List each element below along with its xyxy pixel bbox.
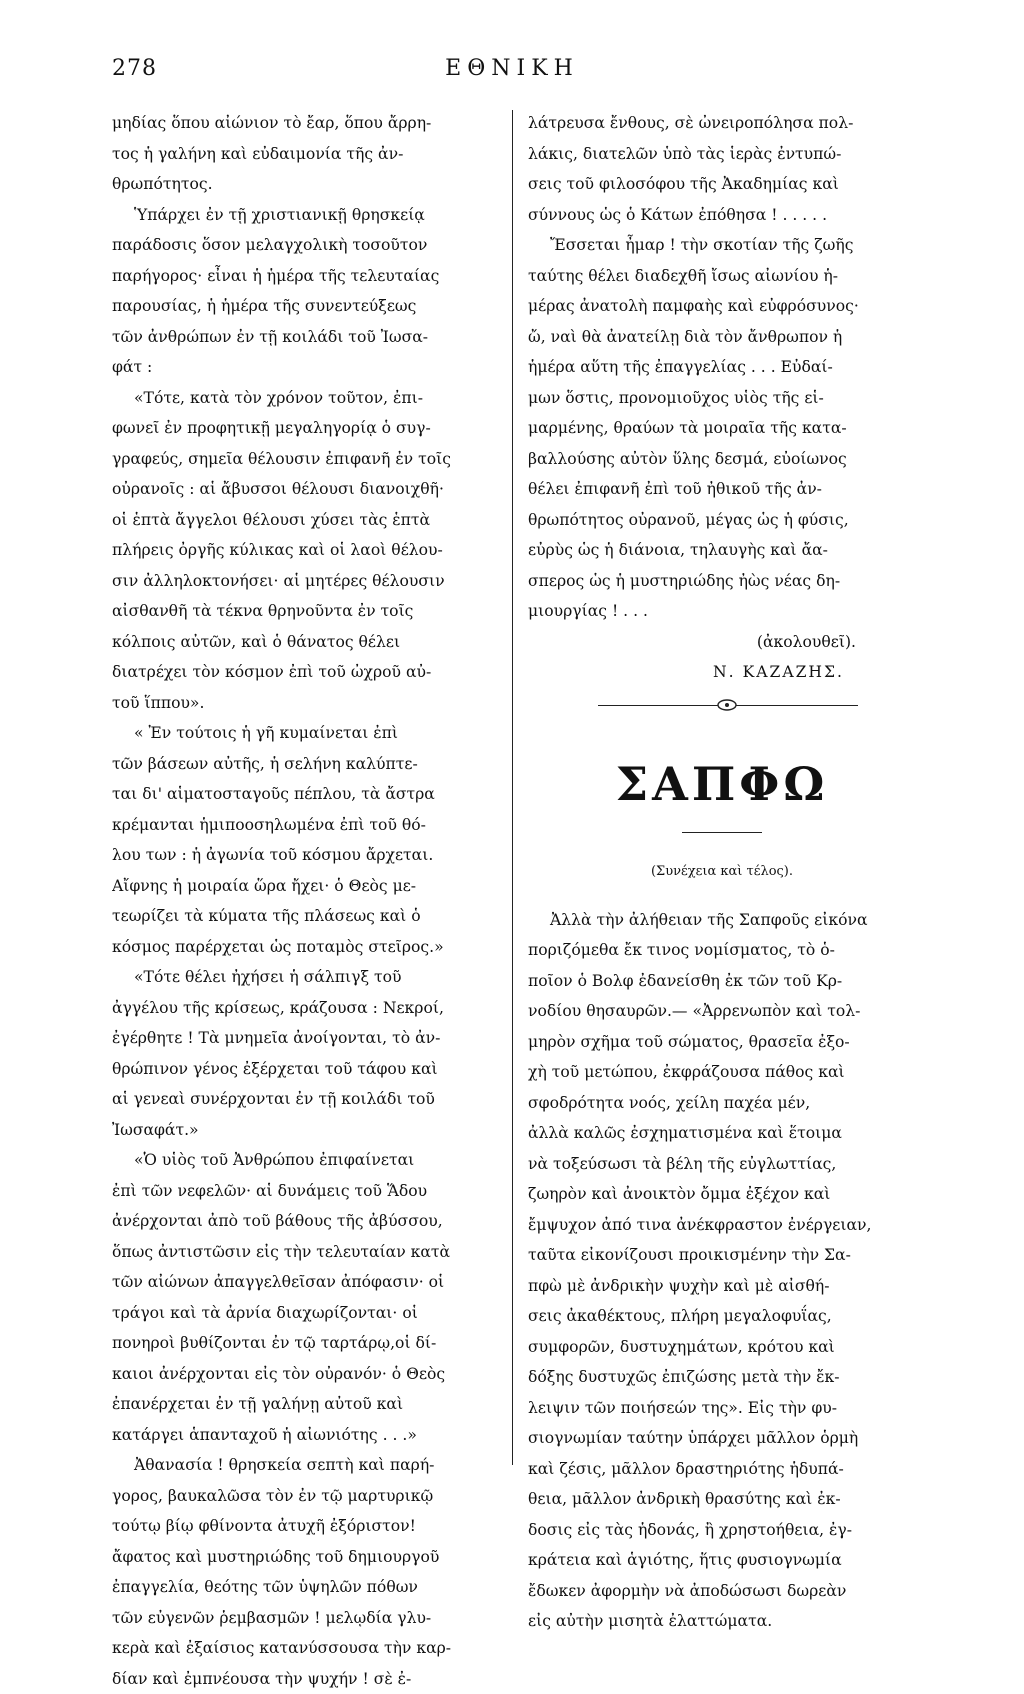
text-line: εἰς αὐτὴν μισητὰ ἐλαττώματα. xyxy=(528,1606,916,1637)
text-line: δίαν καὶ ἐμπνέουσα τὴν ψυχήν ! σὲ ἐ- xyxy=(112,1664,502,1694)
ornamental-divider xyxy=(528,688,916,724)
text-line: κατάργει ἁπανταχοῦ ἡ αἰωνιότης . . .» xyxy=(112,1420,502,1451)
text-line: γραφεύς, σημεῖα θέλουσιν ἐπιφανῆ ἐν τοῖς xyxy=(112,444,502,475)
text-line: ἔμψυχον ἀπό τινα ἀνέκφραστον ἐνέργειαν, xyxy=(528,1210,916,1241)
text-line: καὶ ζέσις, μᾶλλον δραστηριότης ἡδυπά- xyxy=(528,1454,916,1485)
text-line: ἔδωκεν ἀφορμὴν νὰ ἀποδώσωσι δωρεὰν xyxy=(528,1576,916,1607)
text-line: λάτρευσα ἔνθους, σὲ ὠνειροπόλησα πολ- xyxy=(528,108,916,139)
text-line: δόξης δυστυχῶς ἐπιζώσης μετὰ τὴν ἔκ- xyxy=(528,1362,916,1393)
text-line: τεωρίζει τὰ κύματα τῆς πλάσεως καὶ ὁ xyxy=(112,901,502,932)
column-divider xyxy=(512,110,513,1465)
text-line: μηρὸν σχῆμα τοῦ σώματος, θρασεῖα ἐξο- xyxy=(528,1027,916,1058)
text-line: τοῦ ἵππου». xyxy=(112,688,502,719)
text-line: ταῦτα εἰκονίζουσι προικισμένην τὴν Σα- xyxy=(528,1240,916,1271)
text-line: Ἔσσεται ἦμαρ ! τὴν σκοτίαν τῆς ζωῆς xyxy=(528,230,916,261)
text-line: ἐπὶ τῶν νεφελῶν· αἱ δυνάμεις τοῦ Ἅδου xyxy=(112,1176,502,1207)
text-line: σύννους ὡς ὁ Κάτων ἐπόθησα ! . . . . . xyxy=(528,200,916,231)
text-line: δοσις εἰς τὰς ἡδονάς, ἢ χρηστοήθεια, ἐγ- xyxy=(528,1515,916,1546)
text-line: τος ἡ γαλήνη καὶ εὐδαιμονία τῆς ἀν- xyxy=(112,139,502,170)
article-subtitle: (Συνέχεια καὶ τέλος). xyxy=(528,859,916,885)
text-line: ζωηρὸν καὶ ἀνοικτὸν ὄμμα ἐξέχον καὶ xyxy=(528,1179,916,1210)
text-line: οἱ ἑπτὰ ἄγγελοι θέλουσι χύσει τὰς ἑπτὰ xyxy=(112,505,502,536)
text-line: μων ὅστις, προνομιοῦχος υἱὸς τῆς εἱ- xyxy=(528,383,916,414)
text-line: Αἴφνης ἡ μοιραία ὥρα ἤχει· ὁ Θεὸς με- xyxy=(112,871,502,902)
text-line: καιοι ἀνέρχονται εἰς τὸν οὐρανόν· ὁ Θεὸς xyxy=(112,1359,502,1390)
text-line: παρουσίας, ἡ ἡμέρα τῆς συνεντεύξεως xyxy=(112,291,502,322)
text-line: τῶν αἰώνων ἀπαγγελθεῖσαν ἀπόφασιν· οἱ xyxy=(112,1267,502,1298)
text-line: μαρμένης, θραύων τὰ μοιραῖα τῆς κατα- xyxy=(528,413,916,444)
page-number: 278 xyxy=(112,56,157,81)
text-line: ἀλλὰ καλῶς ἐσχηματισμένα καὶ ἕτοιμα xyxy=(528,1118,916,1149)
text-line: φωνεῖ ἐν προφητικῇ μεγαληγορίᾳ ὁ συγ- xyxy=(112,413,502,444)
text-line: σεις τοῦ φιλοσόφου τῆς Ἀκαδημίας καὶ xyxy=(528,169,916,200)
text-line: λάκις, διατελῶν ὑπὸ τὰς ἱερὰς ἐντυπώ- xyxy=(528,139,916,170)
text-line: μηδίας ὅπου αἰώνιον τὸ ἔαρ, ὅπου ἄρρη- xyxy=(112,108,502,139)
text-line: Ὑπάρχει ἐν τῇ χριστιανικῇ θρησκείᾳ xyxy=(112,200,502,231)
text-line: πονηροὶ βυθίζονται ἐν τῷ ταρτάρῳ,οἱ δί- xyxy=(112,1328,502,1359)
text-line: ἐπαγγελία, θεότης τῶν ὑψηλῶν πόθων xyxy=(112,1572,502,1603)
text-line: νὰ τοξεύσωσι τὰ βέλη τῆς εὐγλωττίας, xyxy=(528,1149,916,1180)
text-line: σφοδρότητα νοός, χείλη παχέα μέν, xyxy=(528,1088,916,1119)
title-rule xyxy=(682,832,762,833)
text-line: διατρέχει τὸν κόσμον ἐπὶ τοῦ ὠχροῦ αὐ- xyxy=(112,657,502,688)
text-line: κόλποις αὐτῶν, καὶ ὁ θάνατος θέλει xyxy=(112,627,502,658)
text-line: « Ἐν τούτοις ἡ γῆ κυμαίνεται ἐπὶ xyxy=(112,718,502,749)
text-line: μιουργίας ! . . . xyxy=(528,596,916,627)
text-line: ἐγέρθητε ! Τὰ μνημεῖα ἀνοίγονται, τὸ ἀν- xyxy=(112,1023,502,1054)
text-line: Ἰωσαφάτ.» xyxy=(112,1115,502,1146)
text-line: κόσμος παρέρχεται ὡς ποταμὸς στεῖρος.» xyxy=(112,932,502,963)
right-column-text xyxy=(528,108,916,627)
text-line: βαλλούσης αὐτὸν ὕλης δεσμά, εὐοίωνος xyxy=(528,444,916,475)
text-line: χὴ τοῦ μετώπου, ἐκφράζουσα πάθος καὶ xyxy=(528,1057,916,1088)
text-line: τῶν ἀνθρώπων ἐν τῇ κοιλάδι τοῦ Ἰωσα- xyxy=(112,322,502,353)
text-line: σεις ἀκαθέκτους, πλήρη μεγαλοφυΐας, xyxy=(528,1301,916,1332)
text-line: ὤ, ναὶ θὰ ἀνατείλῃ διὰ τὸν ἄνθρωπον ἡ xyxy=(528,322,916,353)
text-line: τράγοι καὶ τὰ ἀρνία διαχωρίζονται· οἱ xyxy=(112,1298,502,1329)
text-line: θρώπινον γένος ἐξέρχεται τοῦ τάφου καὶ xyxy=(112,1054,502,1085)
text-line: γορος, βαυκαλῶσα τὸν ἐν τῷ μαρτυρικῷ xyxy=(112,1481,502,1512)
text-line: «Τότε, κατὰ τὸν χρόνον τοῦτον, ἐπι- xyxy=(112,383,502,414)
text-line: παρήγορος· εἶναι ἡ ἡμέρα τῆς τελευταίας xyxy=(112,261,502,292)
text-line: ποῖον ὁ Βολφ ἐδανείσθη ἐκ τῶν τοῦ Κρ- xyxy=(528,966,916,997)
text-line: αἱ γενεαὶ συνέρχονται ἐν τῇ κοιλάδι τοῦ xyxy=(112,1084,502,1115)
text-line: «Ὁ υἱὸς τοῦ Ἀνθρώπου ἐπιφαίνεται xyxy=(112,1145,502,1176)
left-column xyxy=(112,108,502,1694)
ornament-icon xyxy=(716,698,738,712)
text-line: ταύτης θέλει διαδεχθῆ ἴσως αἰωνίου ἡ- xyxy=(528,261,916,292)
text-line: Ἀθανασία ! θρησκεία σεπτὴ καὶ παρή- xyxy=(112,1450,502,1481)
text-line: θέλει ἐπιφανῆ ἐπὶ τοῦ ἠθικοῦ τῆς ἀν- xyxy=(528,474,916,505)
text-line: θρωπότητος οὐρανοῦ, μέγας ὡς ἡ φύσις, xyxy=(528,505,916,536)
text-line: λου των : ἡ ἀγωνία τοῦ κόσμου ἄρχεται. xyxy=(112,840,502,871)
text-line: ἀγγέλου τῆς κρίσεως, κράζουσα : Νεκροί, xyxy=(112,993,502,1024)
text-line: θεια, μᾶλλον ἀνδρικὴ θρασύτης καὶ ἐκ- xyxy=(528,1484,916,1515)
text-line: σιογνωμίαν ταύτην ὑπάρχει μᾶλλον ὁρμὴ xyxy=(528,1423,916,1454)
running-head: ΕΘΝΙΚΗ xyxy=(112,56,912,81)
text-line: οὐρανοῖς : αἱ ἄβυσσοι θέλουσι διανοιχθῆ· xyxy=(112,474,502,505)
text-line: ἡμέρα αὕτη τῆς ἐπαγγελίας . . . Εὐδαί- xyxy=(528,352,916,383)
text-line: παράδοσις ὅσον μελαγχολικὴ τοσοῦτον xyxy=(112,230,502,261)
text-line: κερὰ καὶ ἐξαίσιος κατανύσσουσα τὴν καρ- xyxy=(112,1633,502,1664)
author-signature: Ν. ΚΑΖΑΖΗΣ. xyxy=(528,657,916,688)
text-line: ἄφατος καὶ μυστηριώδης τοῦ δημιουργοῦ xyxy=(112,1542,502,1573)
text-line: τῶν εὐγενῶν ῥεμβασμῶν ! μελῳδία γλυ- xyxy=(112,1603,502,1634)
page-header xyxy=(112,56,912,96)
text-line: ποριζόμεθα ἔκ τινος νομίσματος, τὸ ὁ- xyxy=(528,935,916,966)
text-line: Ἀλλὰ τὴν ἀλήθειαν τῆς Σαπφοῦς εἰκόνα xyxy=(528,905,916,936)
text-line: τούτῳ βίῳ φθίνοντα ἀτυχῆ ἐξόριστον! xyxy=(112,1511,502,1542)
text-line: σπερος ὡς ἡ μυστηριώδης ἠὼς νέας δη- xyxy=(528,566,916,597)
text-line: κράτεια καὶ ἁγιότης, ἥτις φυσιογνωμία xyxy=(528,1545,916,1576)
text-line: νοδίου θησαυρῶν.— «Ἀρρενωπὸν καὶ τολ- xyxy=(528,996,916,1027)
text-line: συμφορῶν, δυστυχημάτων, κρότου καὶ xyxy=(528,1332,916,1363)
text-line: «Τότε θέλει ἠχήσει ἡ σάλπιγξ τοῦ xyxy=(112,962,502,993)
text-line: λειψιν τῶν ποιήσεών της». Εἰς τὴν φυ- xyxy=(528,1393,916,1424)
text-line: ἐπανέρχεται ἐν τῇ γαλήνῃ αὐτοῦ καὶ xyxy=(112,1389,502,1420)
text-line: τῶν βάσεων αὐτῆς, ἡ σελήνη καλύπτε- xyxy=(112,749,502,780)
text-line: πλήρεις ὀργῆς κύλικας καὶ οἱ λαοὶ θέλου- xyxy=(112,535,502,566)
text-line: αἰσθανθῆ τὰ τέκνα θρηνοῦντα ἐν τοῖς xyxy=(112,596,502,627)
text-line: φάτ : xyxy=(112,352,502,383)
text-line: πφὼ μὲ ἀνδρικὴν ψυχὴν καὶ μὲ αἰσθή- xyxy=(528,1271,916,1302)
text-line: μέρας ἀνατολὴ παμφαὴς καὶ εὐφρόσυνος· xyxy=(528,291,916,322)
text-line: ται δι' αἱματοσταγοῦς πέπλου, τὰ ἄστρα xyxy=(112,779,502,810)
text-line: σιν ἀλληλοκτονήσει· αἱ μητέρες θέλουσιν xyxy=(112,566,502,597)
article-text xyxy=(528,905,916,1637)
text-line: θρωπότητος. xyxy=(112,169,502,200)
continued-note: (ἀκολουθεῖ). xyxy=(528,627,916,658)
text-line: ὅπως ἀντιστῶσιν εἰς τὴν τελευταίαν κατὰ xyxy=(112,1237,502,1268)
text-line: ἀνέρχονται ἀπὸ τοῦ βάθους τῆς ἀβύσσου, xyxy=(112,1206,502,1237)
right-column xyxy=(528,108,916,1637)
text-line: εὐρὺς ὡς ἡ διάνοια, τηλαυγὴς καὶ ἄα- xyxy=(528,535,916,566)
article-title: ΣΑΠΦΩ xyxy=(528,754,916,814)
text-line: κρέμανται ἡμιποοσηλωμένα ἐπὶ τοῦ θό- xyxy=(112,810,502,841)
